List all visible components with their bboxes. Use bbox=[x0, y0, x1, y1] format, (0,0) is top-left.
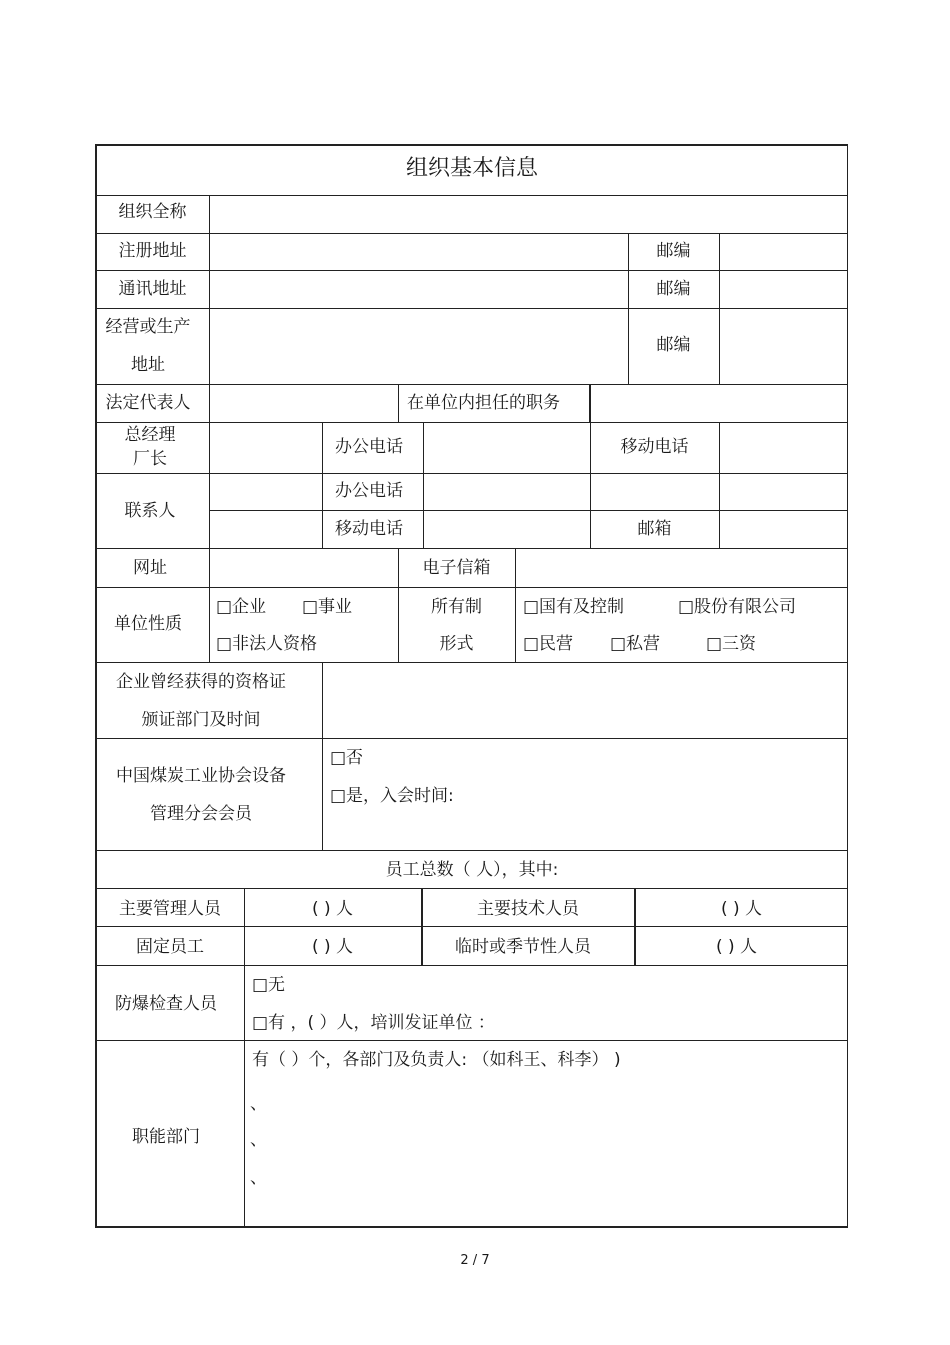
divider bbox=[96, 888, 848, 889]
temp-staff-count: ( ) 人 bbox=[715, 937, 758, 957]
staff-total: 员工总数（ 人），其中: bbox=[385, 860, 559, 880]
explosion-none-checkbox[interactable]: □无 bbox=[252, 975, 286, 995]
dept-mark: 、 bbox=[250, 1168, 267, 1188]
divider bbox=[719, 422, 720, 548]
mail-address-label: 通讯地址 bbox=[118, 279, 187, 299]
divider bbox=[209, 195, 210, 662]
divider bbox=[515, 548, 516, 662]
postcode-label: 邮编 bbox=[656, 279, 691, 299]
gm-label: 厂长 bbox=[133, 449, 167, 469]
divider bbox=[96, 738, 848, 739]
own-private-run-checkbox[interactable]: □民营 bbox=[523, 634, 574, 654]
border-bottom bbox=[96, 1226, 848, 1228]
dept-mark: 、 bbox=[250, 1130, 267, 1150]
divider bbox=[96, 850, 848, 851]
full-name-label: 组织全称 bbox=[118, 202, 187, 222]
unit-nature-label: 单位性质 bbox=[114, 614, 182, 634]
tech-staff-count: ( ) 人 bbox=[720, 899, 763, 919]
mgmt-staff-count: ( ) 人 bbox=[311, 899, 354, 919]
member-label: 中国煤炭工业协会设备 bbox=[116, 766, 286, 786]
biz-address-label: 地址 bbox=[131, 355, 165, 375]
dept-line: 有（ ）个，各部门及负责人: （如科王、科李） ) bbox=[252, 1050, 621, 1070]
divider bbox=[96, 965, 848, 966]
gm-label: 总经理 bbox=[124, 425, 176, 445]
divider bbox=[719, 233, 720, 384]
divider bbox=[322, 662, 323, 850]
mobile-phone-label: 移动电话 bbox=[335, 519, 403, 539]
page-number: 2 / 7 bbox=[460, 1253, 490, 1268]
border-top bbox=[96, 144, 848, 146]
dept-mark: 、 bbox=[250, 1094, 267, 1114]
own-three-capital-checkbox[interactable]: □三资 bbox=[706, 634, 757, 654]
position-label: 在单位内担任的职务 bbox=[407, 393, 560, 413]
website-label: 网址 bbox=[133, 558, 167, 578]
divider bbox=[209, 510, 848, 511]
own-private-checkbox[interactable]: □私营 bbox=[610, 634, 661, 654]
temp-staff-label: 临时或季节性人员 bbox=[455, 937, 591, 957]
fixed-staff-count: ( ) 人 bbox=[311, 937, 354, 957]
ownership-label: 所有制 bbox=[431, 597, 482, 617]
member-label: 管理分会会员 bbox=[150, 804, 252, 824]
border-right bbox=[847, 144, 848, 1228]
fixed-staff-label: 固定员工 bbox=[136, 937, 204, 957]
divider bbox=[96, 1040, 848, 1041]
tech-staff-label: 主要技术人员 bbox=[477, 899, 579, 919]
office-phone-label: 办公电话 bbox=[335, 437, 403, 457]
nature-enterprise-checkbox[interactable]: □企业 bbox=[216, 597, 267, 617]
member-no-checkbox[interactable]: □否 bbox=[330, 748, 364, 768]
legal-rep-label: 法定代表人 bbox=[105, 393, 191, 413]
e-mailbox-label: 电子信箱 bbox=[422, 558, 491, 578]
dept-label: 职能部门 bbox=[132, 1127, 200, 1147]
contact-label: 联系人 bbox=[124, 501, 176, 521]
member-yes-checkbox[interactable]: □是，入会时间: bbox=[330, 786, 454, 806]
divider bbox=[96, 662, 848, 663]
nature-non-legal-checkbox[interactable]: □非法人资格 bbox=[216, 634, 318, 654]
divider bbox=[423, 422, 424, 548]
postcode-label: 邮编 bbox=[656, 335, 691, 355]
explosion-label: 防爆检查人员 bbox=[115, 994, 217, 1014]
qualification-label: 企业曾经获得的资格证 bbox=[116, 672, 286, 692]
form-title: 组织基本信息 bbox=[405, 156, 538, 181]
ownership-label: 形式 bbox=[439, 634, 474, 654]
explosion-have-checkbox[interactable]: □有 ，( ）人，培训发证单位 ： bbox=[252, 1013, 495, 1033]
own-joint-stock-checkbox[interactable]: □股份有限公司 bbox=[678, 597, 797, 617]
mobile-phone-label: 移动电话 bbox=[620, 437, 689, 457]
email-label: 邮箱 bbox=[637, 519, 672, 539]
postcode-label: 邮编 bbox=[656, 241, 691, 261]
office-phone-label: 办公电话 bbox=[335, 481, 403, 501]
divider bbox=[589, 384, 591, 422]
own-state-checkbox[interactable]: □国有及控制 bbox=[523, 597, 625, 617]
divider bbox=[96, 926, 848, 927]
qualification-label: 颁证部门及时间 bbox=[141, 710, 261, 730]
mgmt-staff-label: 主要管理人员 bbox=[119, 899, 221, 919]
divider bbox=[398, 384, 399, 422]
biz-address-label: 经营或生产 bbox=[105, 317, 191, 337]
nature-institution-checkbox[interactable]: □事业 bbox=[302, 597, 353, 617]
reg-address-label: 注册地址 bbox=[118, 241, 187, 261]
